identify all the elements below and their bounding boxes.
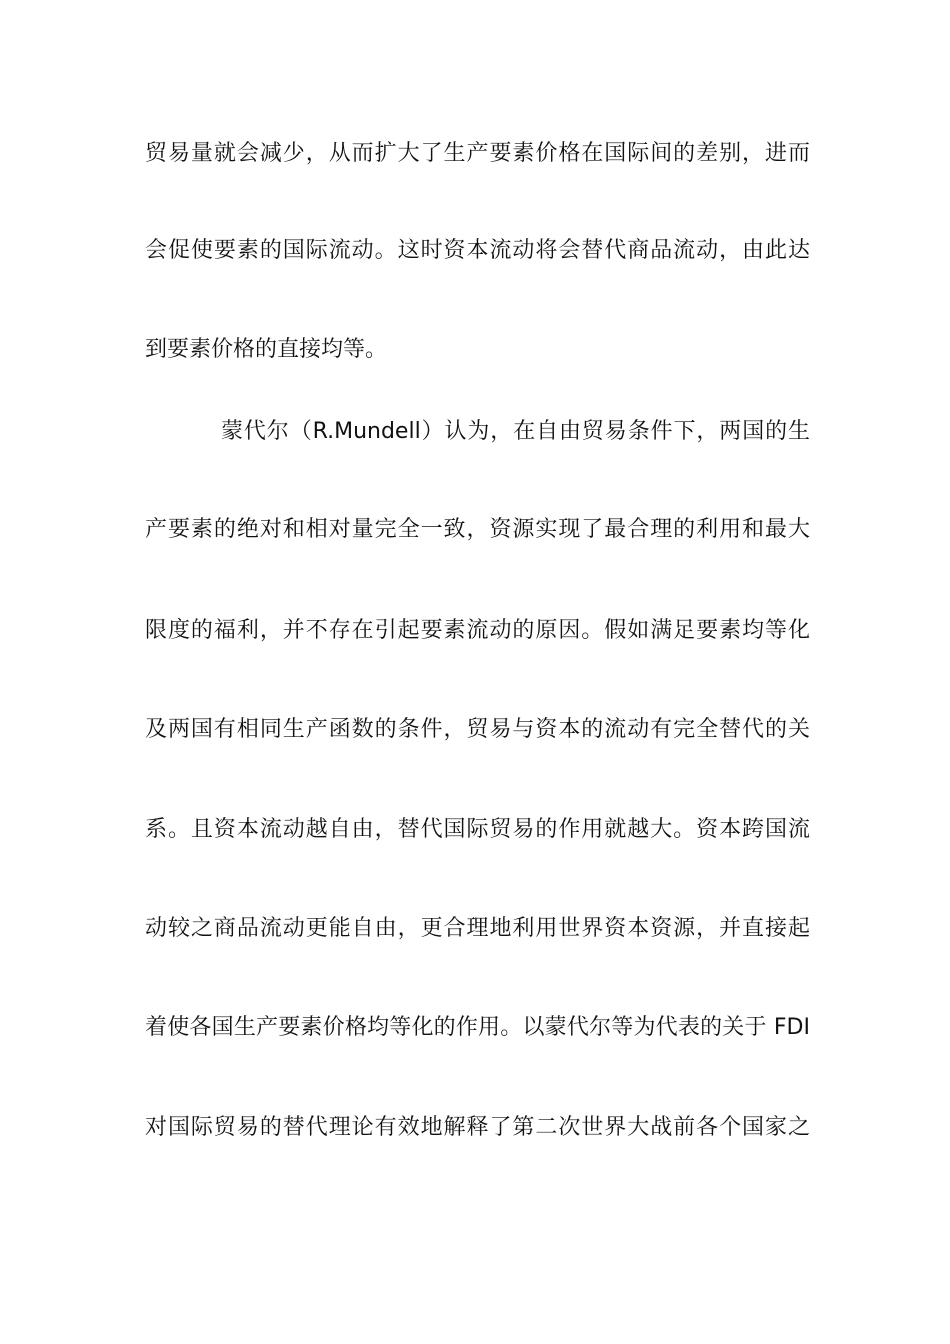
paragraph-first-line: 蒙代尔（R.Mundell）认为，在自由贸易条件下，两国的生 <box>221 419 810 444</box>
paragraph-line: 会促使要素的国际流动。这时资本流动将会替代商品流动，由此达 <box>145 238 810 263</box>
paragraph-line: 产要素的绝对和相对量完全一致，资源实现了最合理的利用和最大 <box>145 517 810 542</box>
paragraph-line: 对国际贸易的替代理论有效地解释了第二次世界大战前各个国家之 <box>145 1115 810 1140</box>
paragraph-line: 着使各国生产要素价格均等化的作用。以蒙代尔等为代表的关于 FDI <box>145 1015 810 1040</box>
paragraph-line: 贸易量就会减少，从而扩大了生产要素价格在国际间的差别，进而 <box>145 141 810 166</box>
paragraph-line: 系。且资本流动越自由，替代国际贸易的作用就越大。资本跨国流 <box>145 817 810 842</box>
paragraph-line: 限度的福利，并不存在引起要素流动的原因。假如满足要素均等化 <box>145 618 810 643</box>
paragraph-line: 动较之商品流动更能自由，更合理地利用世界资本资源，并直接起 <box>145 916 810 941</box>
paragraph-line: 及两国有相同生产函数的条件，贸易与资本的流动有完全替代的关 <box>145 717 810 742</box>
paragraph-line: 到要素价格的直接均等。 <box>145 337 388 362</box>
